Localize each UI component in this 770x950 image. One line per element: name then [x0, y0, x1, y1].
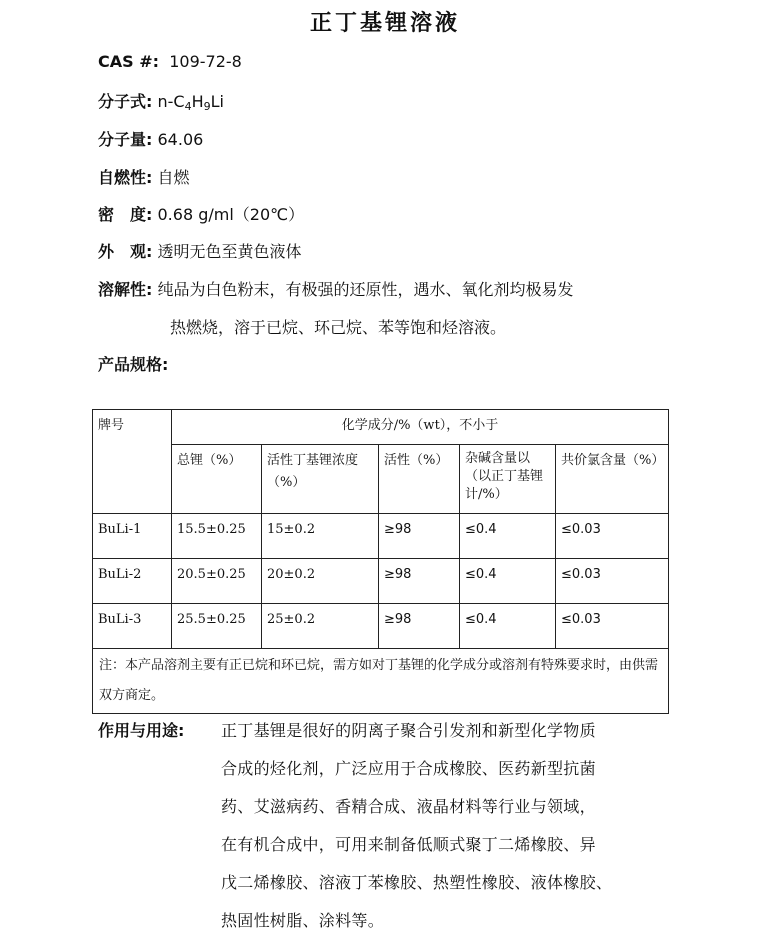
brand-header: 牌号 [93, 410, 172, 514]
formula-row [98, 89, 224, 113]
spec-heading: 产品规格: [98, 355, 169, 374]
cell-covalent-cl: ≤0.03 [556, 559, 669, 604]
table-row [93, 514, 669, 559]
flammability-row [98, 165, 190, 188]
density-label: 密 度: [98, 205, 153, 224]
table-note: 注：本产品溶剂主要有正已烷和环已烷，需方如对丁基锂的化学成分或溶剂有特殊要求时，由供需双方商定。 [93, 649, 669, 714]
col-header-activity: 活性（%） [379, 445, 460, 514]
col-header-total-li: 总锂（%） [172, 445, 262, 514]
composition-header: 化学成分/%（wt），不小于 [172, 410, 669, 445]
usage-line: 热固性树脂、涂料等。 [221, 911, 385, 930]
flammability-value: 自燃 [157, 168, 190, 187]
formula-sub-carbon: 4 [184, 100, 192, 113]
table-row [93, 559, 669, 604]
col-header-covalent-cl: 共价氯含量（%） [556, 445, 669, 514]
cas-row [98, 52, 242, 71]
cell-impurity-base: ≤0.4 [460, 604, 556, 649]
row-brand: BuLi-3 [93, 604, 172, 649]
row-brand: BuLi-2 [93, 559, 172, 604]
cell-active-buli: 20±0.2 [262, 559, 379, 604]
col-header-active-buli: 活性丁基锂浓度（%） [262, 445, 379, 514]
table-row [93, 604, 669, 649]
col-header-impurity-base: 杂碱含量以（以正丁基锂计/%） [460, 445, 556, 514]
cell-active-buli: 25±0.2 [262, 604, 379, 649]
cell-covalent-cl: ≤0.03 [556, 514, 669, 559]
cell-impurity-base: ≤0.4 [460, 514, 556, 559]
usage-line: 合成的烃化剂，广泛应用于合成橡胶、医药新型抗菌 [221, 759, 596, 778]
cell-total-li: 15.5±0.25 [172, 514, 262, 559]
usage-line: 药、艾滋病药、香精合成、液晶材料等行业与领域， [221, 797, 596, 816]
usage-line: 正丁基锂是很好的阴离子聚合引发剂和新型化学物质 [221, 721, 596, 740]
cell-total-li: 25.5±0.25 [172, 604, 262, 649]
cell-impurity-base: ≤0.4 [460, 559, 556, 604]
solubility-line-1: 纯品为白色粉末，有极强的还原性，遇水、氧化剂均极易发 [157, 280, 574, 299]
formula-label: 分子式: [98, 92, 153, 111]
appearance-value: 透明无色至黄色液体 [157, 242, 302, 261]
usage-line: 戊二烯橡胶、溶液丁苯橡胶、热塑性橡胶、液体橡胶、 [221, 873, 613, 892]
appearance-label: 外 观: [98, 242, 153, 261]
cell-activity: ≥98 [379, 559, 460, 604]
solubility-label: 溶解性: [98, 280, 153, 299]
table-note-row [93, 649, 669, 714]
cas-label: CAS #: [98, 52, 160, 71]
formula-sub-hydrogen: 9 [203, 100, 211, 113]
flammability-label: 自燃性: [98, 168, 153, 187]
cell-activity: ≥98 [379, 604, 460, 649]
table-subheader-row [93, 445, 669, 514]
cas-value: 109-72-8 [169, 52, 242, 71]
density-value: 0.68 g/ml（20℃） [157, 205, 305, 224]
cell-total-li: 20.5±0.25 [172, 559, 262, 604]
appearance-row [98, 239, 302, 262]
mw-value: 64.06 [157, 130, 204, 149]
mw-label: 分子量: [98, 130, 153, 149]
formula-mid: H [191, 92, 204, 111]
mw-row [98, 127, 203, 150]
spec-table [92, 409, 669, 714]
page-title: 正丁基锂溶液 [309, 11, 460, 36]
cell-active-buli: 15±0.2 [262, 514, 379, 559]
table-header-row [93, 410, 669, 445]
solubility-line-2: 热燃烧，溶于已烷、环己烷、苯等饱和烃溶液。 [170, 318, 507, 337]
usage-line: 在有机合成中，可用来制备低顺式聚丁二烯橡胶、异 [221, 835, 596, 854]
formula-value [158, 92, 224, 111]
formula-prefix: n-C [157, 92, 185, 111]
solubility-row [98, 277, 574, 300]
cell-activity: ≥98 [379, 514, 460, 559]
formula-suffix: Li [210, 92, 224, 111]
density-row [98, 202, 304, 225]
usage-label: 作用与用途: [98, 721, 185, 740]
cell-covalent-cl: ≤0.03 [556, 604, 669, 649]
row-brand: BuLi-1 [93, 514, 172, 559]
